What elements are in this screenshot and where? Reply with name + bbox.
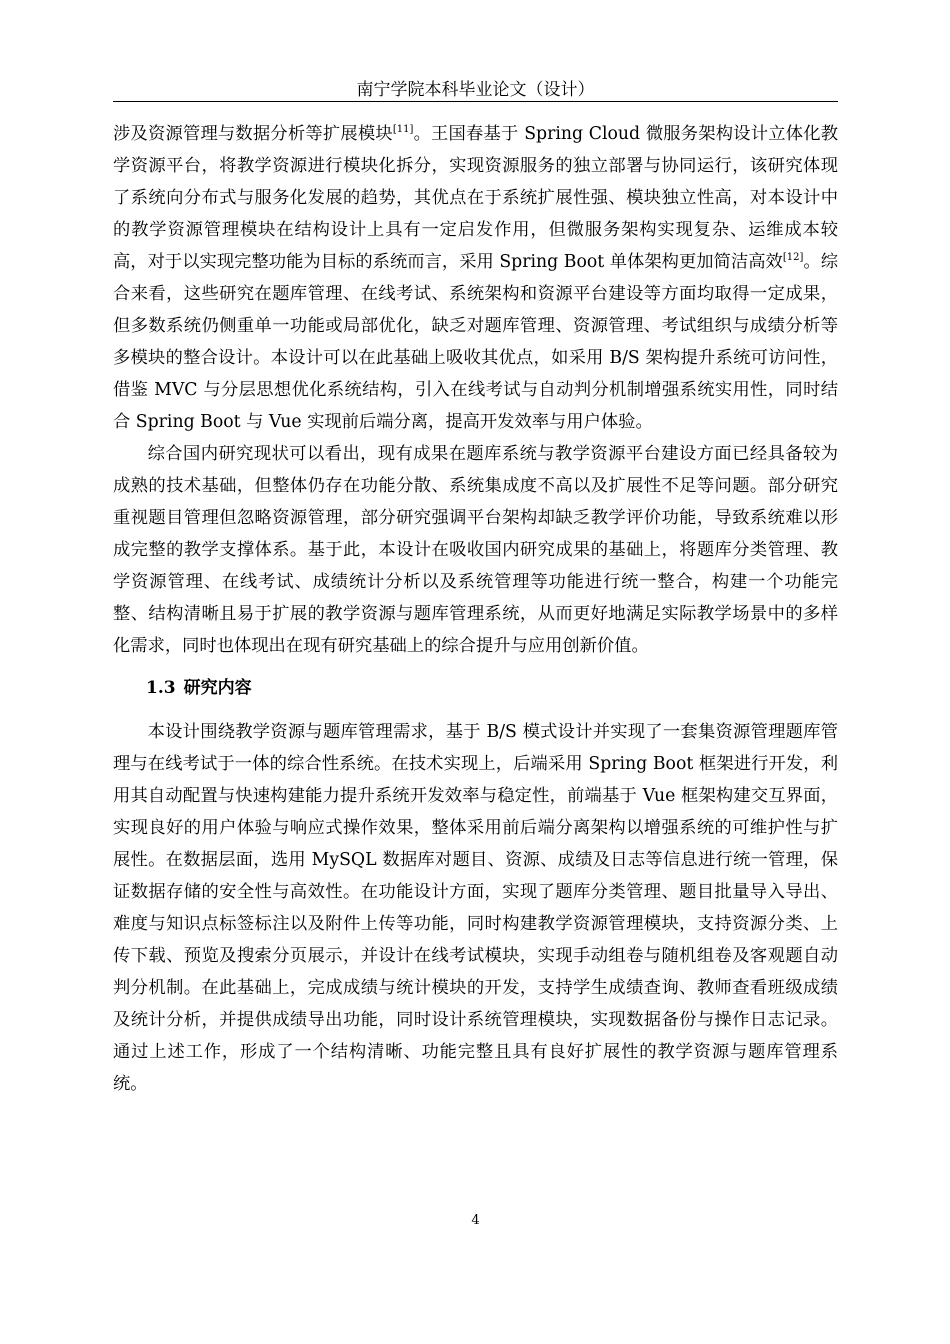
page-body: [113, 118, 838, 1100]
header-title: 南宁学院本科毕业论文（设计）: [356, 80, 595, 100]
section-number: 1.3: [146, 678, 176, 698]
running-header: [113, 78, 838, 102]
page-number: 4: [471, 1213, 480, 1228]
paragraph-2: 综合国内研究现状可以看出，现有成果在题库系统与教学资源平台建设方面已经具备较为成熟的技术基础，但整体仍存在功能分散、系统集成度不高以及扩展性不足等问题。部分研究重视题目管理但忽略资源管理，部分研究强调平台架构却缺乏教学评价功能，导致系统难以形成完整的教学支撑体系。基于此，本设计在吸收国内研究成果的基础上，将题库分类管理、教学资源管理、在线考试、成绩统计分析以及系统管理等功能进行统一整合，构建一个功能完整、结构清晰且易于扩展的教学资源与题库管理系统，从而更好地满足实际教学场景中的多样化需求，同时也体现出在现有研究基础上的综合提升与应用创新价值。: [113, 444, 838, 656]
paragraph-1-text-b: 。王国春基于 Spring Cloud 微服务架构设计立体化教学资源平台，将教学资源进行模块化拆分，实现资源服务的独立部署与协同运行，该研究体现了系统向分布式与服务化发展的趋势，其优点在于系统扩展性强、模块独立性高，对本设计中的教学资源管理模块在结构设计上具有一定启发作用，但微服务架构实现复杂、运维成本较高，对于以实现完整功能为目标的系统而言，采用 Spring Boot 单体架构更加简洁高效: [113, 124, 838, 272]
citation-12: [12]: [782, 252, 804, 264]
section-title: 研究内容: [183, 678, 252, 698]
section-heading: [113, 672, 838, 704]
citation-11: [11]: [392, 124, 414, 136]
paragraph-1: [113, 118, 838, 438]
paragraph-1-text-c: 。综合来看，这些研究在题库管理、在线考试、系统架构和资源平台建设等方面均取得一定成果，但多数系统仍侧重单一功能或局部优化，缺乏对题库管理、资源管理、考试组织与成绩分析等多模块的整合设计。本设计可以在此基础上吸收其优点，如采用 B/S 架构提升系统可访问性，借鉴 MVC 与分层思想优化系统结构，引入在线考试与自动判分机制增强系统实用性，同时结合 Spring Boot 与 Vue 实现前后端分离，提高开发效率与用户体验。: [113, 252, 838, 432]
paragraph-3: 本设计围绕教学资源与题库管理需求，基于 B/S 模式设计并实现了一套集资源管理题库管理与在线考试于一体的综合性系统。在技术实现上，后端采用 Spring Boot 框架进行开发，利用其自动配置与快速构建能力提升系统开发效率与稳定性，前端基于 Vue 框架构建交互界面，实现良好的用户体验与响应式操作效果，整体采用前后端分离架构以增强系统的可维护性与扩展性。在数据层面，选用 MySQL 数据库对题目、资源、成绩及日志等信息进行统一管理，保证数据存储的安全性与高效性。在功能设计方面，实现了题库分类管理、题目批量导入导出、难度与知识点标签标注以及附件上传等功能，同时构建教学资源管理模块，支持资源分类、上传下载、预览及搜索分页展示，并设计在线考试模块，实现手动组卷与随机组卷及客观题自动判分机制。在此基础上，完成成绩与统计模块的开发，支持学生成绩查询、教师查看班级成绩及统计分析，并提供成绩导出功能，同时设计系统管理模块，实现数据备份与操作日志记录。通过上述工作，形成了一个结构清晰、功能完整且具有良好扩展性的教学资源与题库管理系统。: [113, 722, 838, 1094]
header-rule: [113, 101, 838, 102]
paragraph-1-text-a: 涉及资源管理与数据分析等扩展模块: [113, 124, 393, 144]
